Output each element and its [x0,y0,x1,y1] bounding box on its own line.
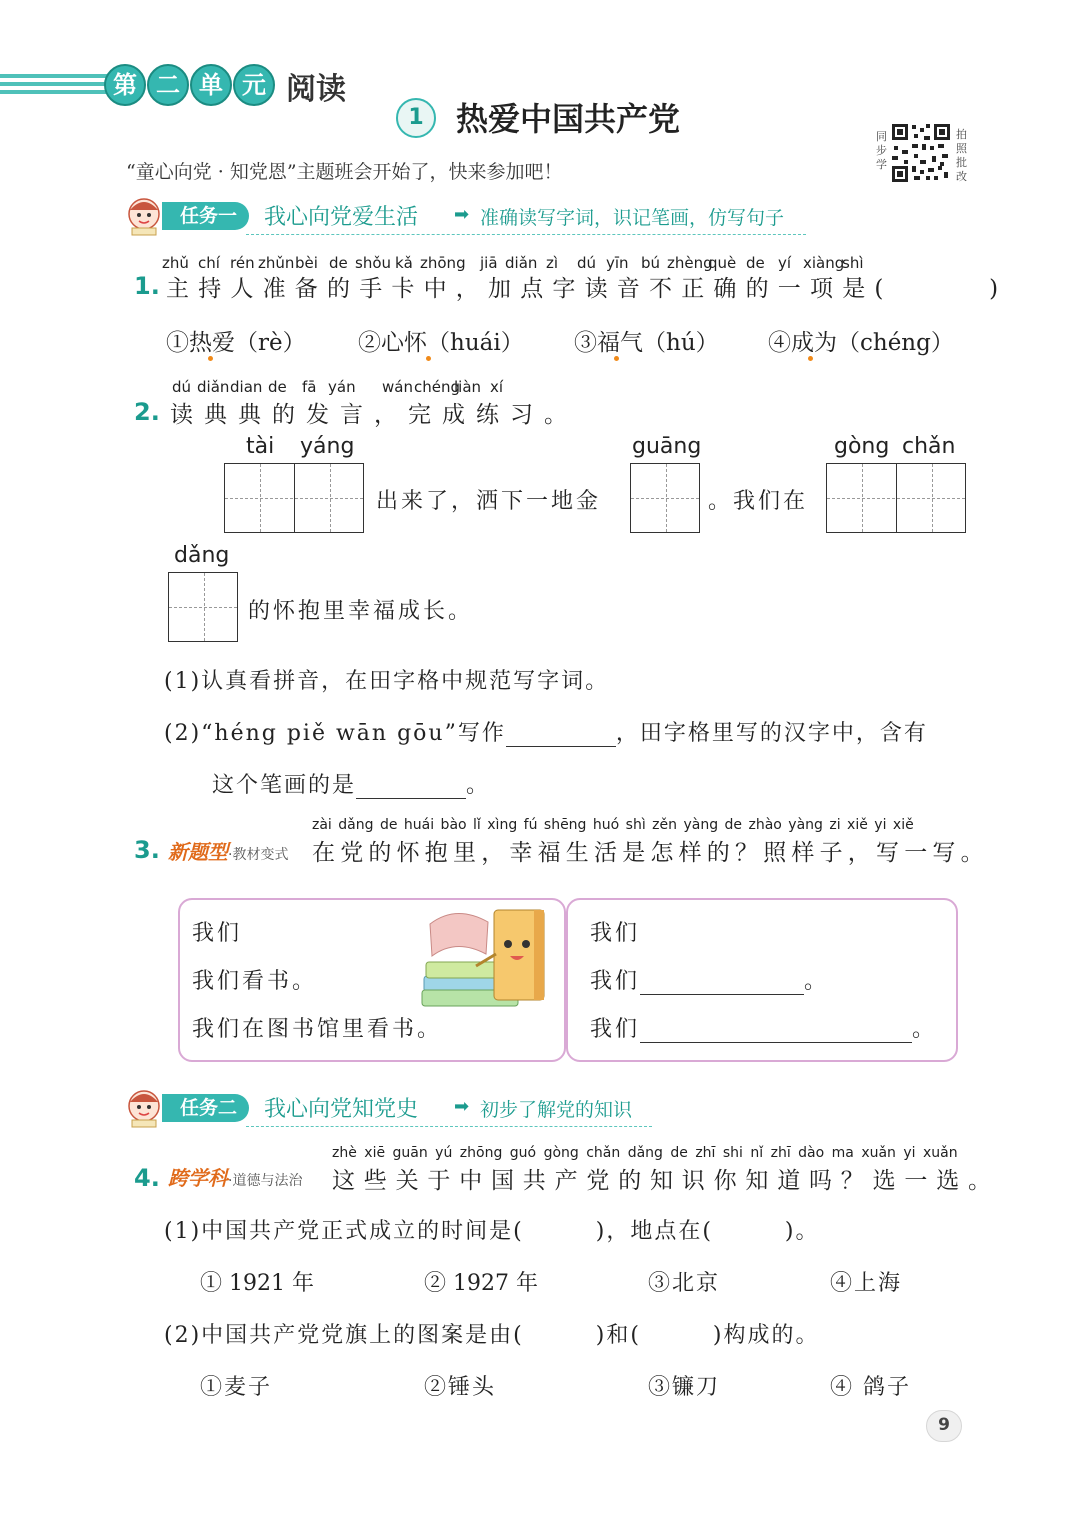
task1-title: 我心向党爱生活 [264,205,419,230]
book-character-illustration [416,904,556,1014]
lesson-number: 1 [408,105,424,130]
emphasis-dot [808,356,813,361]
task2-label: 任务二 [162,1094,249,1122]
q4-number: 4. [134,1164,160,1192]
q1-option-1[interactable]: ①热爱（rè） [166,330,306,356]
tianzige-grid-dang[interactable] [168,572,238,642]
q2-number: 2. [134,398,160,426]
grid-pinyin: dǎng [174,543,230,568]
intro-text: “童心向党 · 知党恩”主题班会开始了，快来参加吧！ [126,161,563,183]
lesson-number-badge [396,98,436,138]
tianzige-grid-taiyang[interactable] [224,463,364,533]
example-line-3: 我们在图书馆里看书。 [192,1017,443,1042]
task1-underline [246,234,806,235]
q2-segment-1: 出来了，洒下一地金 [376,489,602,514]
practice-line-3: 我们 。 [590,1017,938,1042]
unit-char-1: 第 [104,64,146,106]
q2-text: 读典典的发言，完成练习。 [170,402,578,428]
grid-pinyin: tài [246,434,275,459]
q2-sub1: (1)认真看拼音，在田字格中规范写字词。 [164,669,610,694]
q4-sub1-option-4[interactable]: ④上海 [830,1271,903,1296]
task1-arrow-icon: ➡ [454,204,470,225]
answer-blank[interactable] [640,968,804,995]
q4-sub2-option-4[interactable]: ④ 鸽子 [830,1375,911,1400]
answer-blank[interactable] [640,1016,912,1043]
unit-badge [104,64,276,106]
child-mascot-icon [124,196,164,236]
task2-arrow-icon: ➡ [454,1096,470,1117]
q4-sub2: (2)中国共产党党旗上的图案是由( )和( )构成的。 [164,1323,820,1348]
q3-text: 在党的怀抱里，幸福生活是怎样的？照样子，写一写。 [312,840,989,866]
new-question-tag: 新题型·教材变式 [168,840,289,864]
tianzige-grid-guang[interactable] [630,463,700,533]
lesson-title: 热爱中国共产党 [456,100,681,138]
task1-goal: 准确读写字词，识记笔画，仿写句子 [480,207,785,229]
q4-sub1: (1)中国共产党正式成立的时间是( )，地点在( )。 [164,1219,820,1244]
q4-text: 这些关于中国共产党的知识你知道吗？选一选。 [332,1168,1000,1194]
q4-sub2-option-2[interactable]: ②锤头 [424,1375,497,1400]
emphasis-dot [614,356,619,361]
task2-goal: 初步了解党的知识 [480,1099,633,1121]
q1-option-2[interactable]: ②心怀（huái） [358,330,524,356]
unit-title: 阅读 [286,72,346,107]
q4-pinyin: zhè xiē guān yú zhōng guó gòng chǎn dǎng de zhī shi nǐ zhī dào ma xuǎn yi xuǎn [332,1145,958,1161]
task2-underline [246,1126,652,1127]
q4-sub1-option-2[interactable]: ② 1927 年 [424,1271,538,1296]
q1-text: 主持人准备的手卡中，加点字读音不正确的一项是( ) [166,276,1008,302]
tianzige-grid-gongchan[interactable] [826,463,966,533]
q3-number: 3. [134,836,160,864]
grid-pinyin: gòng [834,434,890,459]
page-number-badge [926,1410,962,1442]
q4-sub2-option-1[interactable]: ①麦子 [200,1375,273,1400]
practice-line-2: 我们 。 [590,969,830,994]
q4-sub1-option-1[interactable]: ① 1921 年 [200,1271,314,1296]
emphasis-dot [208,356,213,361]
q4-sub2-option-3[interactable]: ③镰刀 [648,1375,721,1400]
q2-segment-2: 。我们在 [708,489,809,514]
qr-code-icon[interactable] [890,122,952,184]
qr-left-label: 同 步 学 [876,130,887,171]
unit-char-4: 元 [233,64,275,106]
q2-sub2: (2)“héng piě wān gōu”写作 ，田字格里写的汉字中，含有 [164,721,928,746]
answer-blank[interactable] [506,720,616,747]
task2-bar [124,1092,824,1124]
page-number: 9 [938,1415,950,1435]
practice-line-1: 我们 [590,921,641,946]
unit-char-3: 单 [190,64,232,106]
q2-sub2-cont: 这个笔画的是 。 [212,773,491,798]
answer-blank[interactable] [356,772,466,799]
emphasis-dot [426,356,431,361]
grid-pinyin: yáng [300,434,355,459]
grid-pinyin: guāng [632,434,702,459]
task1-bar [124,200,824,232]
example-line-1: 我们 [192,921,243,946]
grid-pinyin: chǎn [902,434,956,459]
q1-number: 1. [134,272,160,300]
cross-subject-tag: 跨学科·道德与法治 [168,1166,303,1190]
q1-option-4[interactable]: ④成为（chéng） [768,330,954,356]
child-mascot-icon [124,1088,164,1128]
header-stripes [0,74,120,96]
q2-segment-3: 的怀抱里幸福成长。 [248,599,474,624]
task2-title: 我心向党知党史 [264,1097,419,1122]
task1-label: 任务一 [162,202,249,230]
q1-option-3[interactable]: ③福气（hú） [574,330,719,356]
qr-right-label: 拍 照 批 改 [956,128,967,183]
example-line-2: 我们看书。 [192,969,318,994]
unit-char-2: 二 [147,64,189,106]
q3-pinyin: zài dǎng de huái bào lǐ xìng fú shēng huó shì zěn yàng de zhào yàng zi xiě yi xiě [312,817,914,833]
q4-sub1-option-3[interactable]: ③北京 [648,1271,721,1296]
